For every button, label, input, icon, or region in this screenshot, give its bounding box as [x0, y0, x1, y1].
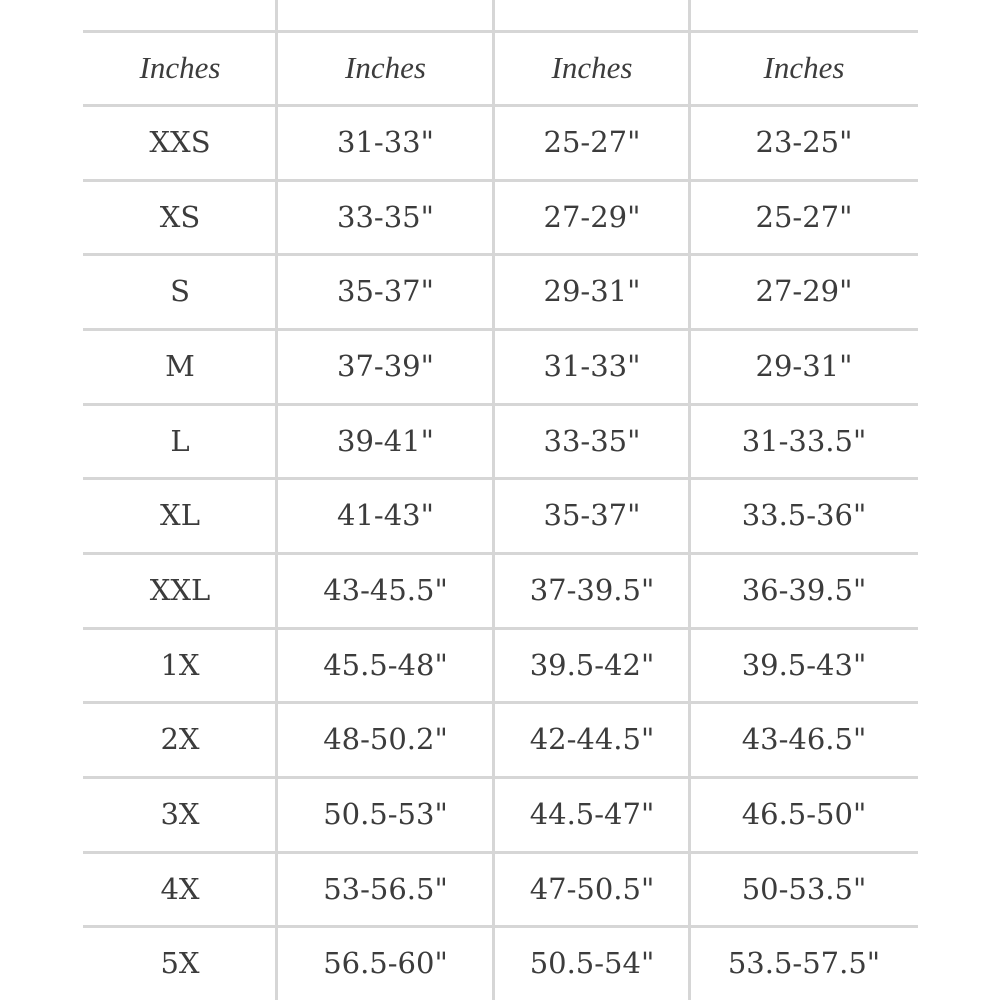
table-row	[83, 330, 918, 402]
table-row	[83, 181, 918, 253]
measurement-cell: 42-44.5"	[529, 722, 655, 756]
header-cell: Inches	[551, 50, 633, 85]
measurement-cell: 50.5-53"	[323, 797, 448, 831]
table-row	[83, 853, 918, 925]
measurement-cell: 31-33.5"	[741, 424, 867, 458]
table-header-row	[83, 32, 918, 104]
table-row	[83, 778, 918, 850]
measurement-cell: 50-53.5"	[741, 872, 867, 906]
measurement-cell: 45.5-48"	[323, 648, 448, 682]
measurement-cell: 35-37"	[337, 274, 434, 308]
header-cell: Inches	[763, 50, 845, 85]
measurement-cell: 50.5-54"	[529, 946, 655, 980]
size-cell: M	[165, 349, 195, 383]
table-row	[83, 405, 918, 477]
table-row	[83, 554, 918, 626]
size-cell: XS	[159, 200, 201, 234]
measurement-cell: 29-31"	[755, 349, 853, 383]
measurement-cell: 39-41"	[337, 424, 434, 458]
measurement-cell: 56.5-60"	[323, 946, 448, 980]
measurement-cell: 47-50.5"	[529, 872, 655, 906]
measurement-cell: 27-29"	[755, 274, 853, 308]
measurement-cell: 27-29"	[543, 200, 641, 234]
measurement-cell: 48-50.2"	[323, 722, 448, 756]
measurement-cell: 31-33"	[543, 349, 641, 383]
size-cell: 2X	[160, 722, 200, 756]
size-cell: 5X	[160, 946, 200, 980]
measurement-cell: 36-39.5"	[741, 573, 867, 607]
measurement-cell: 37-39"	[337, 349, 434, 383]
size-cell: XXS	[149, 125, 211, 159]
header-cell: Inches	[139, 50, 221, 85]
row-divider	[83, 30, 918, 33]
measurement-cell: 33.5-36"	[741, 498, 867, 532]
measurement-cell: 33-35"	[543, 424, 641, 458]
measurement-cell: 35-37"	[543, 498, 641, 532]
measurement-cell: 29-31"	[543, 274, 641, 308]
size-cell: 1X	[160, 648, 200, 682]
measurement-cell: 33-35"	[337, 200, 434, 234]
measurement-cell: 25-27"	[755, 200, 853, 234]
size-cell: L	[170, 424, 190, 458]
size-cell: 4X	[160, 872, 200, 906]
measurement-cell: 39.5-43"	[741, 648, 867, 682]
measurement-cell: 53.5-57.5"	[727, 946, 881, 980]
table-row	[83, 106, 918, 178]
table-row	[83, 629, 918, 701]
table-row	[83, 703, 918, 775]
size-cell: XL	[160, 498, 200, 532]
measurement-cell: 44.5-47"	[529, 797, 655, 831]
measurement-cell: 23-25"	[755, 125, 853, 159]
measurement-cell: 37-39.5"	[529, 573, 655, 607]
measurement-cell: 53-56.5"	[323, 872, 448, 906]
measurement-cell: 43-46.5"	[741, 722, 867, 756]
measurement-cell: 41-43"	[337, 498, 434, 532]
size-cell: 3X	[160, 797, 200, 831]
size-cell: S	[170, 274, 190, 308]
measurement-cell: 43-45.5"	[323, 573, 448, 607]
measurement-cell: 25-27"	[543, 125, 641, 159]
size-cell: XXL	[149, 573, 211, 607]
table-row	[83, 255, 918, 327]
measurement-cell: 31-33"	[337, 125, 434, 159]
measurement-cell: 39.5-42"	[529, 648, 655, 682]
table-row	[83, 479, 918, 551]
table-row	[83, 927, 918, 999]
header-cell: Inches	[345, 50, 426, 85]
measurement-cell: 46.5-50"	[741, 797, 867, 831]
